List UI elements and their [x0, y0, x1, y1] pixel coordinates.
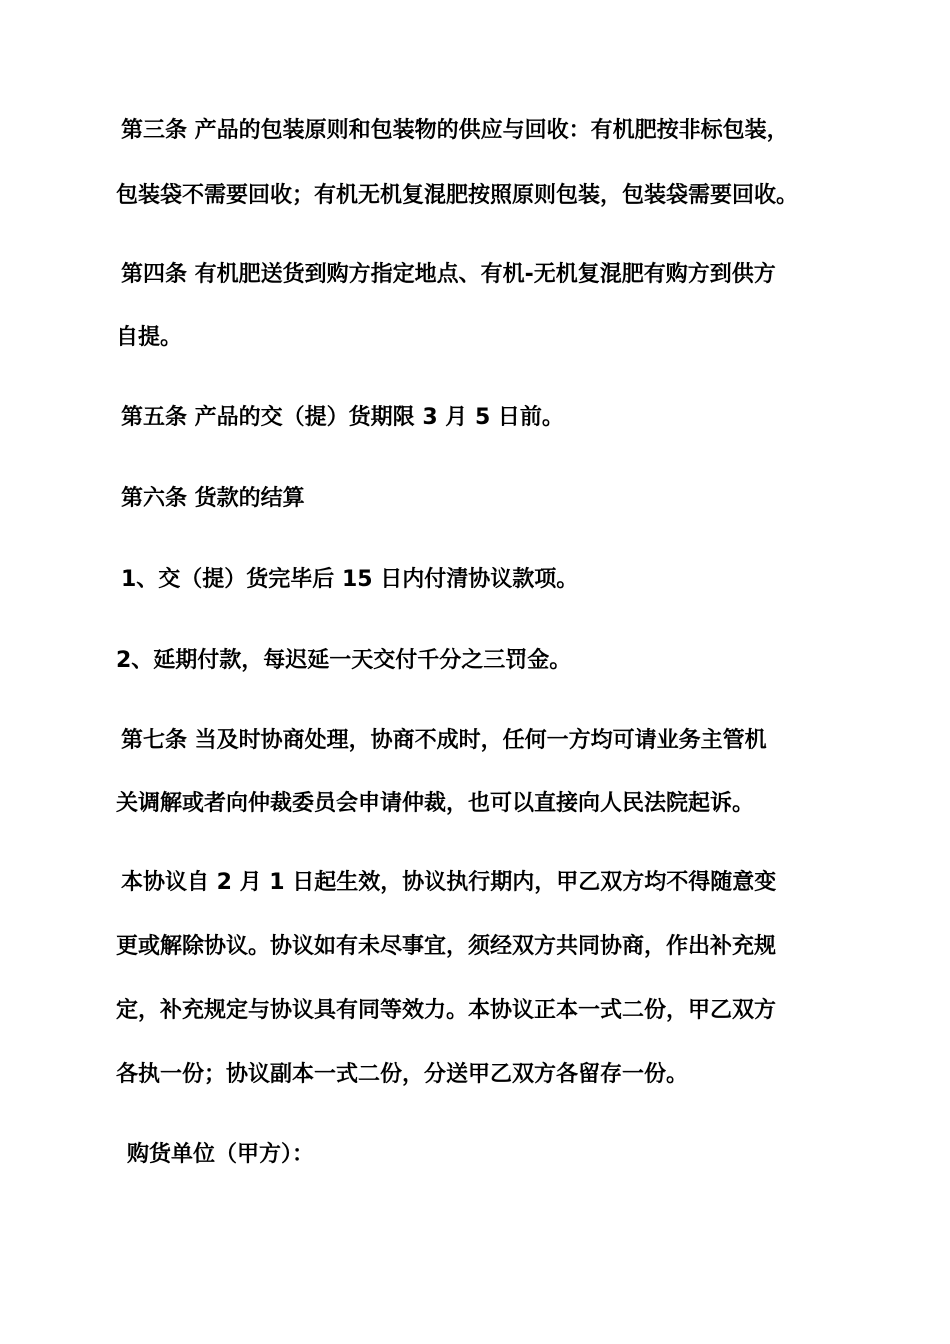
clause-7-line-1: 第七条 当及时协商处理，协商不成时，任何一方均可请业务主管机	[121, 728, 767, 753]
clause-7-line-2: 关调解或者向仲裁委员会申请仲裁，也可以直接向人民法院起诉。	[116, 791, 755, 816]
clause-4-line-2: 自提。	[116, 325, 183, 350]
clause-6-heading: 第六条 货款的结算	[121, 486, 305, 511]
clause-3-line-1: 第三条 产品的包装原则和包装物的供应与回收：有机肥按非标包装，	[121, 118, 789, 143]
clause-4-line-1: 第四条 有机肥送货到购方指定地点、有机-无机复混肥有购方到供方	[121, 262, 776, 287]
clause-5: 第五条 产品的交（提）货期限 3 月 5 日前。	[121, 405, 564, 430]
clause-3-line-2: 包装袋不需要回收；有机无机复混肥按照原则包装，包装袋需要回收。	[116, 183, 799, 208]
effective-line-3: 定，补充规定与协议具有同等效力。本协议正本一式二份，甲乙双方	[116, 998, 777, 1023]
effective-line-4: 各执一份；协议副本一式二份，分送甲乙双方各留存一份。	[116, 1062, 689, 1087]
clause-6-item-2: 2、延期付款，每迟延一天交付千分之三罚金。	[116, 648, 572, 673]
buyer-signature-label: 购货单位（甲方）：	[127, 1142, 315, 1167]
effective-line-1: 本协议自 2 月 1 日起生效，协议执行期内，甲乙双方均不得随意变	[121, 870, 777, 895]
effective-line-2: 更或解除协议。协议如有未尽事宜，须经双方共同协商，作出补充规	[116, 934, 777, 959]
clause-6-item-1: 1、交（提）货完毕后 15 日内付清协议款项。	[121, 567, 579, 592]
